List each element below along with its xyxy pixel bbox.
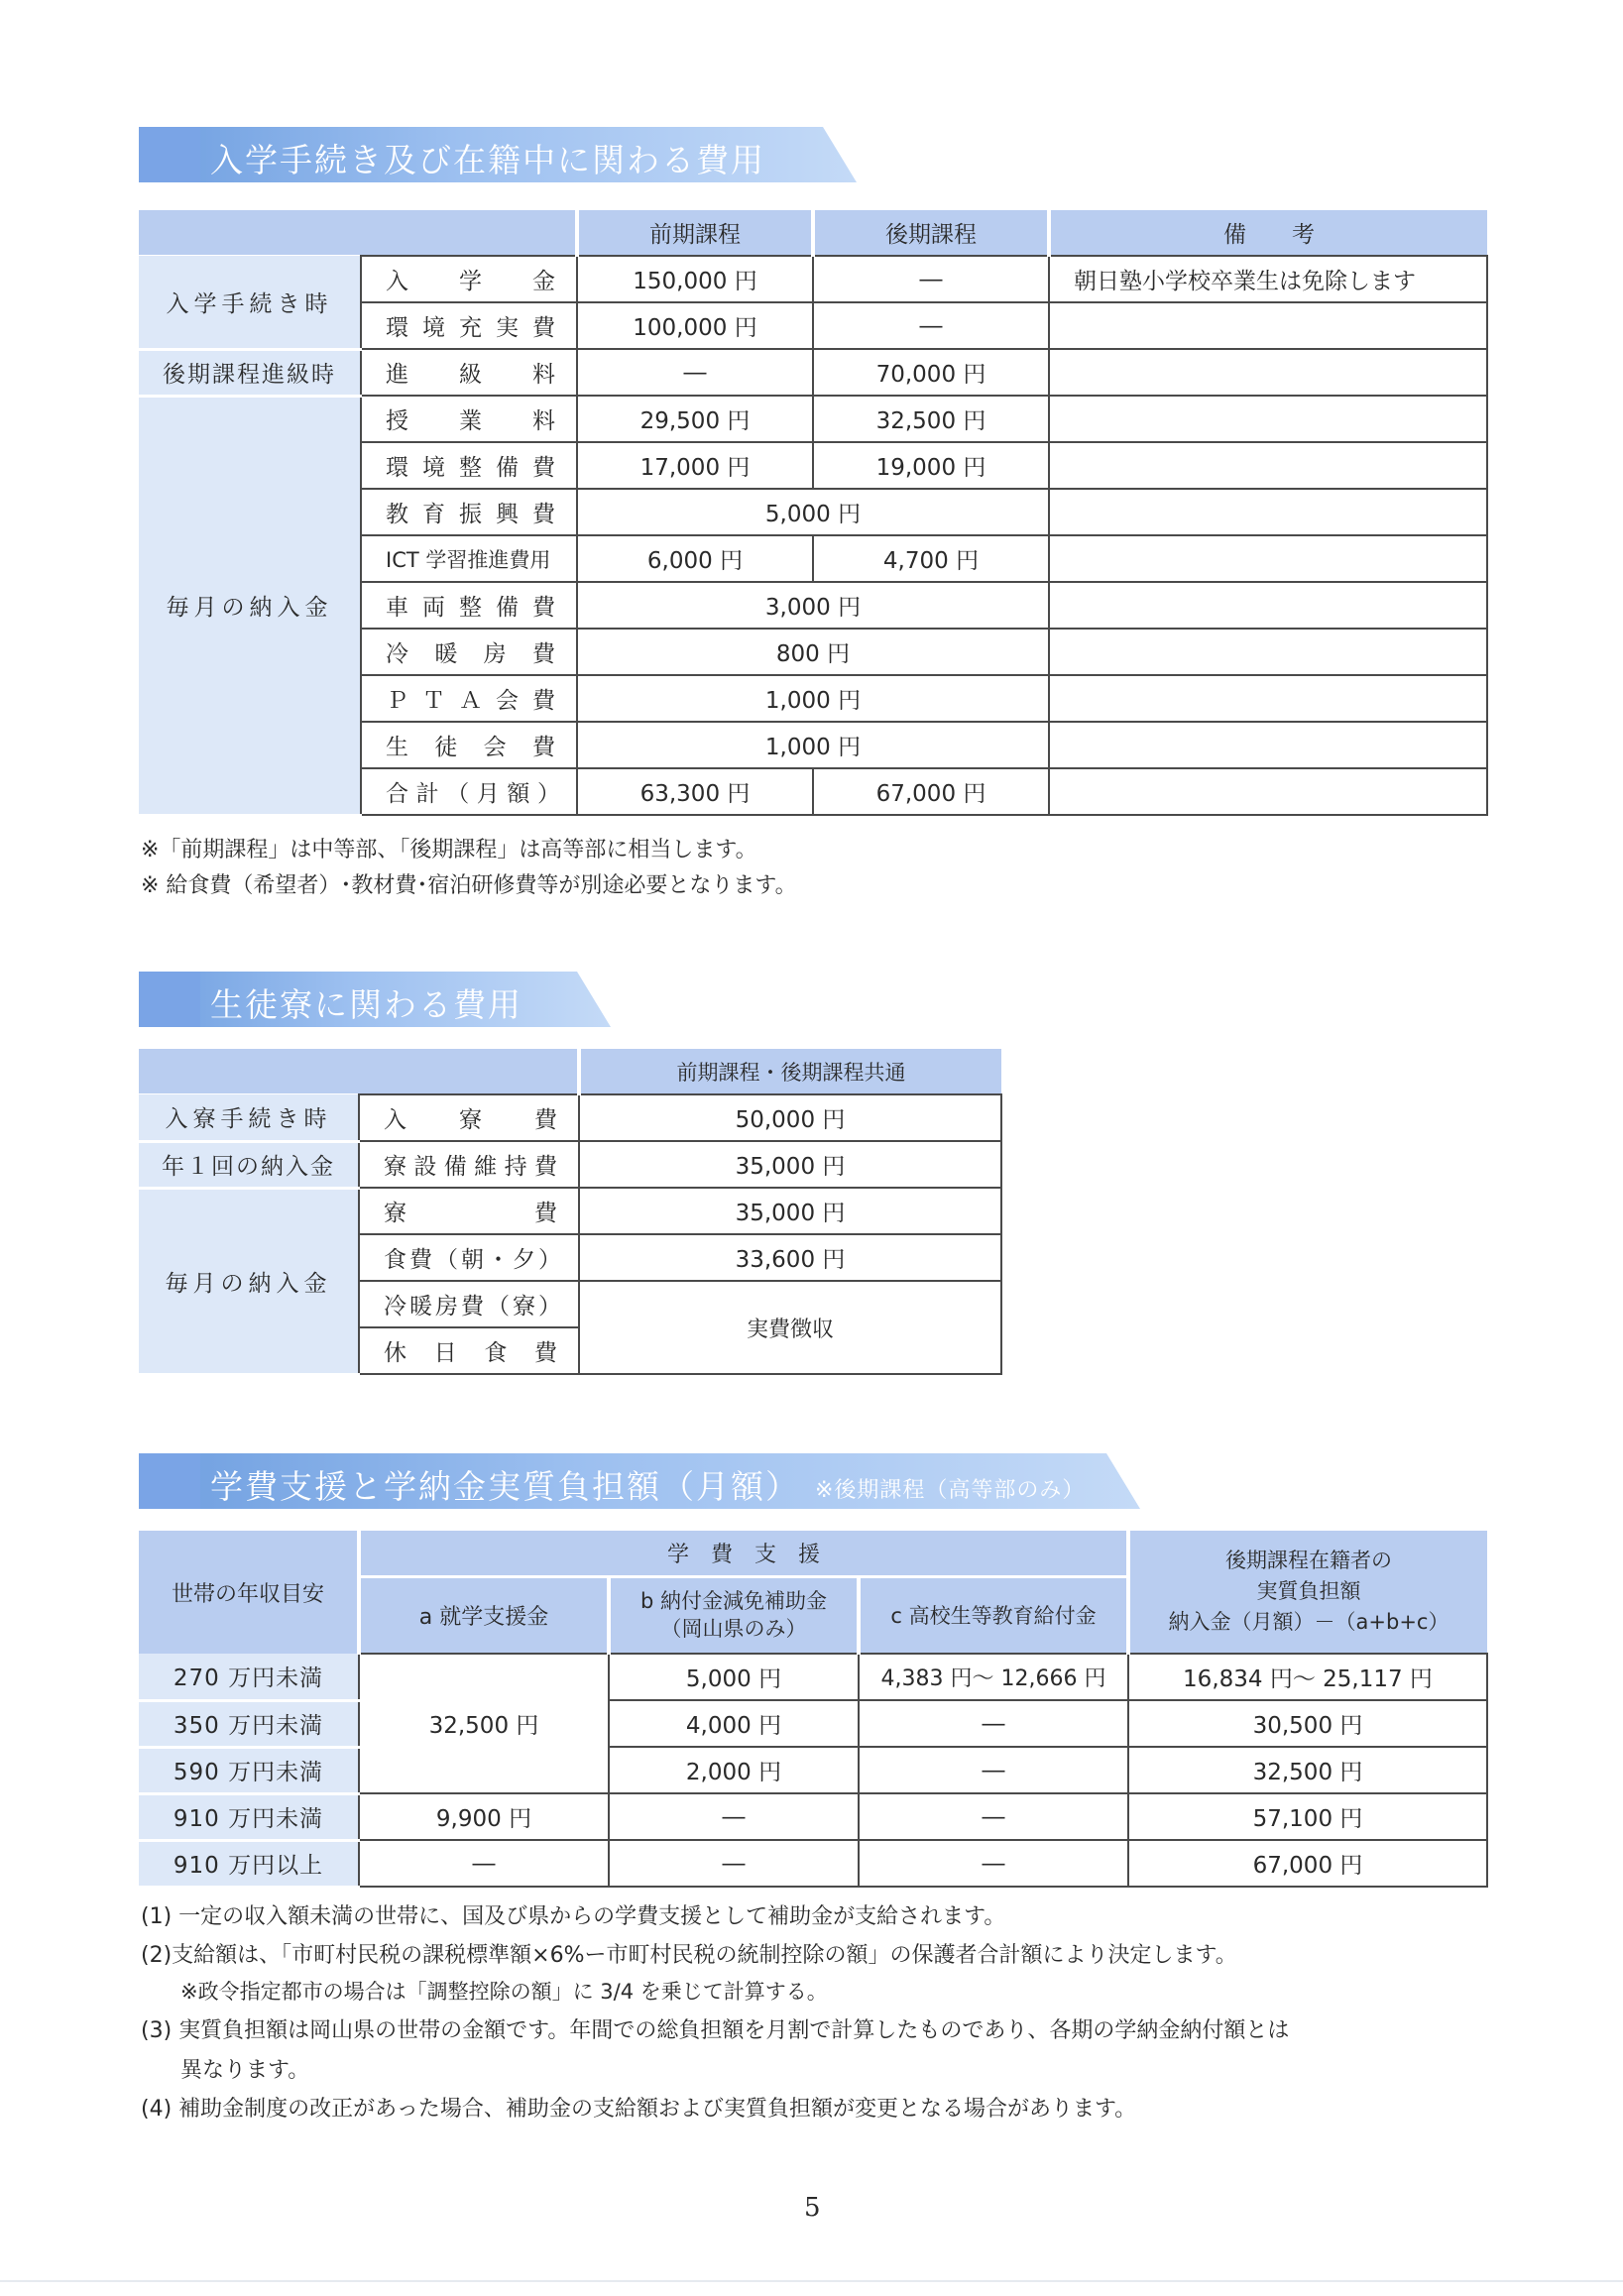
income-bracket: 270 万円未満	[139, 1654, 359, 1700]
remarks-cell	[1049, 349, 1487, 396]
income-bracket: 350 万円未満	[139, 1700, 359, 1747]
remarks-cell	[1049, 396, 1487, 442]
b-value: 2,000 円	[609, 1747, 859, 1793]
remarks-cell	[1049, 768, 1487, 815]
row-label: 食費（朝・夕）	[359, 1234, 579, 1281]
row-label: 冷暖房費	[361, 629, 577, 675]
income-bracket: 590 万円未満	[139, 1747, 359, 1793]
section3-title: 学費支援と学納金実質負担額（月額）	[210, 1467, 800, 1506]
row-label: 進級料	[361, 349, 577, 396]
section3-note-4: (4) 補助金制度の改正があった場合、補助金の支給額および実質負担額が変更となる場合があります。	[141, 2097, 1137, 2122]
section3-note-3: (3) 実質負担額は岡山県の世帯の金額です。年間での総負担額を月割で計算したものであり、各期の学納金納付額とは	[141, 2018, 1290, 2043]
row-label: 寮費	[359, 1188, 579, 1234]
b-value: ―	[609, 1840, 859, 1887]
c-value: ―	[859, 1793, 1128, 1840]
category-monthly: 毎月の納入金	[139, 396, 361, 815]
late-value: 67,000 円	[813, 768, 1049, 815]
early-value: 100,000 円	[577, 302, 813, 349]
remarks-cell	[1049, 675, 1487, 722]
header-a: a 就学支援金	[359, 1576, 609, 1654]
row-label: 入寮費	[359, 1094, 579, 1141]
dormitory-fee-table	[139, 1049, 1002, 1376]
row-label: 冷暖房費（寮）	[359, 1281, 579, 1327]
category-dorm-monthly: 毎月の納入金	[139, 1188, 359, 1374]
category-dorm-admission: 入寮手続き時	[139, 1094, 359, 1141]
section3-subtitle: ※後期課程（高等部のみ）	[815, 1478, 1086, 1503]
a-value: ―	[359, 1840, 609, 1887]
remarks-cell	[1049, 722, 1487, 768]
section3-banner	[139, 1453, 1140, 1509]
header-late: 後期課程	[813, 210, 1049, 256]
common-value: 1,000 円	[577, 722, 1049, 768]
section1-banner	[139, 127, 857, 182]
row-label: 休日食費	[359, 1327, 579, 1374]
b-value: 5,000 円	[609, 1654, 859, 1700]
row-label: 車両整備費	[361, 582, 577, 629]
income-bracket: 910 万円未満	[139, 1793, 359, 1840]
header-b-line2: （岡山県のみ）	[660, 1617, 807, 1642]
early-value: 63,300 円	[577, 768, 813, 815]
remarks-cell	[1049, 535, 1487, 582]
late-value: ―	[813, 256, 1049, 302]
header-blank	[139, 1049, 579, 1094]
late-value: 19,000 円	[813, 442, 1049, 489]
remarks-cell	[1049, 302, 1487, 349]
common-value: 800 円	[577, 629, 1049, 675]
section1-note-1: ※「前期課程」は中等部、「後期課程」は高等部に相当します。	[141, 838, 757, 862]
income-bracket: 910 万円以上	[139, 1840, 359, 1887]
category-yearly: 年１回の納入金	[139, 1141, 359, 1188]
early-value: 17,000 円	[577, 442, 813, 489]
section3-note-2-sub: ※政令指定都市の場合は「調整控除の額」に 3/4 を乗じて計算する。	[180, 1980, 828, 2004]
header-early: 前期課程	[577, 210, 813, 256]
section3-note-2: (2)支給額は、「市町村民税の課税標準額×6%ー市町村民税の統制控除の額」の保護者合計額により決定します。	[141, 1943, 1237, 1968]
header-common: 前期課程・後期課程共通	[579, 1049, 1001, 1094]
row-label: 生徒会費	[361, 722, 577, 768]
late-value: 70,000 円	[813, 349, 1049, 396]
net-value: 30,500 円	[1128, 1700, 1487, 1747]
category-promotion: 後期課程進級時	[139, 349, 361, 396]
header-net-line3: 納入金（月額）－（a+b+c）	[1168, 1610, 1449, 1634]
header-income: 世帯の年収目安	[139, 1531, 359, 1654]
header-net-line2: 実質負担額	[1256, 1579, 1361, 1603]
tuition-support-table	[139, 1531, 1488, 1889]
b-value: 4,000 円	[609, 1700, 859, 1747]
header-net-burden	[1128, 1531, 1487, 1654]
late-value: 32,500 円	[813, 396, 1049, 442]
early-value: 29,500 円	[577, 396, 813, 442]
header-b	[609, 1576, 859, 1654]
row-label: 環境整備費	[361, 442, 577, 489]
remarks-cell	[1049, 629, 1487, 675]
category-admission: 入学手続き時	[139, 256, 361, 349]
header-blank	[139, 210, 577, 256]
section2-title: 生徒寮に関わる費用	[210, 985, 522, 1024]
net-value: 32,500 円	[1128, 1747, 1487, 1793]
dorm-value: 35,000 円	[579, 1141, 1001, 1188]
c-value: ―	[859, 1747, 1128, 1793]
remarks-cell: 朝日塾小学校卒業生は免除します	[1049, 256, 1487, 302]
late-value: ―	[813, 302, 1049, 349]
net-value: 57,100 円	[1128, 1793, 1487, 1840]
remarks-cell	[1049, 582, 1487, 629]
row-label: 入学金	[361, 256, 577, 302]
section2-banner	[139, 972, 611, 1027]
remarks-cell	[1049, 489, 1487, 535]
row-label: ＰＴＡ会費	[361, 675, 577, 722]
row-label: 合計（月額）	[361, 768, 577, 815]
net-value: 16,834 円～ 25,117 円	[1128, 1654, 1487, 1700]
dorm-value: 35,000 円	[579, 1188, 1001, 1234]
section1-note-2: ※ 給食費（希望者）･教材費･宿泊研修費等が別途必要となります。	[141, 873, 797, 898]
header-net-line1: 後期課程在籍者の	[1225, 1549, 1392, 1572]
a-value-merged: 32,500 円	[359, 1654, 609, 1793]
early-value: 6,000 円	[577, 535, 813, 582]
c-value: ―	[859, 1840, 1128, 1887]
dorm-value-actual: 実費徴収	[579, 1281, 1001, 1374]
row-label: 教育振興費	[361, 489, 577, 535]
early-value: 150,000 円	[577, 256, 813, 302]
section3-note-1: (1) 一定の収入額未満の世帯に、国及び県からの学費支援として補助金が支給されます。	[141, 1904, 1006, 1929]
header-c: c 高校生等教育給付金	[859, 1576, 1128, 1654]
dorm-value: 33,600 円	[579, 1234, 1001, 1281]
header-b-line1: b 納付金減免補助金	[639, 1589, 827, 1614]
net-value: 67,000 円	[1128, 1840, 1487, 1887]
section3-note-3-cont: 異なります。	[180, 2058, 310, 2083]
bottom-rule	[0, 2280, 1623, 2282]
remarks-cell	[1049, 442, 1487, 489]
early-value: ―	[577, 349, 813, 396]
common-value: 1,000 円	[577, 675, 1049, 722]
b-value: ―	[609, 1793, 859, 1840]
row-label: 環境充実費	[361, 302, 577, 349]
page-number: 5	[804, 2193, 821, 2223]
common-value: 3,000 円	[577, 582, 1049, 629]
dorm-value: 50,000 円	[579, 1094, 1001, 1141]
row-label: 授業料	[361, 396, 577, 442]
c-value: 4,383 円～ 12,666 円	[859, 1654, 1128, 1700]
a-value: 9,900 円	[359, 1793, 609, 1840]
enrollment-fee-table	[139, 210, 1488, 817]
header-remarks: 備 考	[1049, 210, 1487, 256]
section1-title: 入学手続き及び在籍中に関わる費用	[210, 141, 765, 179]
late-value: 4,700 円	[813, 535, 1049, 582]
c-value: ―	[859, 1700, 1128, 1747]
row-label: ICT 学習推進費用	[361, 535, 577, 582]
header-support: 学 費 支 援	[359, 1531, 1128, 1576]
row-label: 寮設備維持費	[359, 1141, 579, 1188]
common-value: 5,000 円	[577, 489, 1049, 535]
